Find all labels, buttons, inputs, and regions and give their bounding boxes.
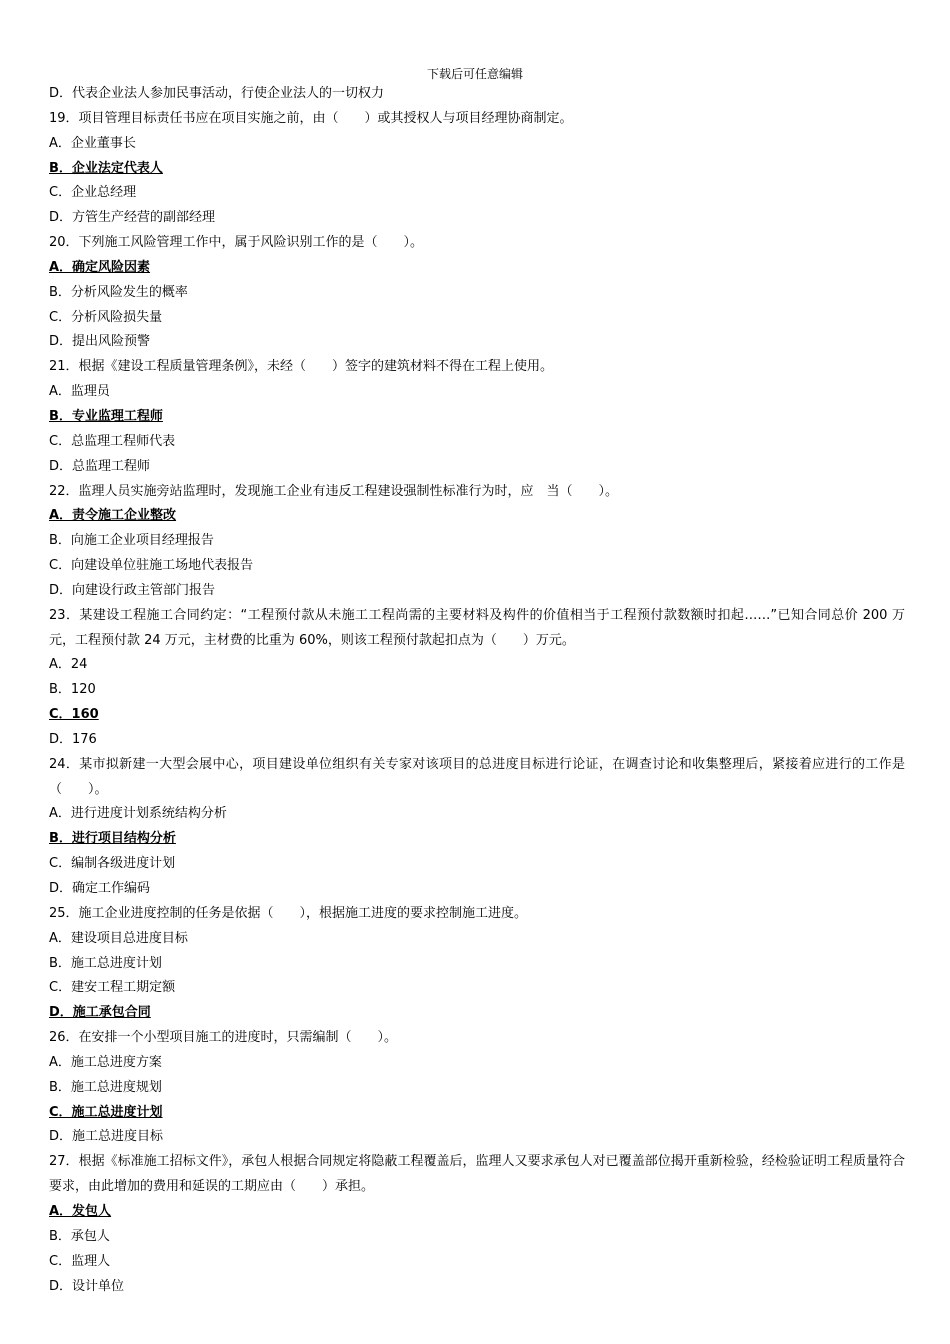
answer-option: C．向建设单位驻施工场地代表报告 (49, 558, 254, 574)
answer-option: D．确定工作编码 (49, 881, 151, 896)
answer-option: D．提出风险预警 (49, 334, 151, 350)
answer-option: B．向施工企业项目经理报告 (49, 533, 214, 549)
answer-option: D．总监理工程师 (49, 458, 151, 474)
answer-option: C．建安工程工期定额 (49, 980, 176, 996)
correct-answer-option: B．企业法定代表人 (49, 160, 163, 176)
correct-answer-option: D．施工承包合同 (49, 1005, 151, 1021)
answer-option: C．编制各级进度计划 (49, 856, 176, 872)
answer-option: B．分析风险发生的概率 (49, 284, 188, 300)
answer-option: D．设计单位 (49, 1278, 125, 1294)
question-stem: 21．根据《建设工程质量管理条例》，未经（ ）签字的建筑材料不得在工程上使用。 (49, 359, 554, 375)
correct-answer-option: B．进行项目结构分析 (49, 831, 176, 847)
answer-option: B．承包人 (49, 1228, 110, 1244)
answer-option: B．120 (49, 682, 96, 698)
question-stem: 22．监理人员实施旁站监理时，发现施工企业有违反工程建设强制性标准行为时，应 当（ ）。 (49, 483, 619, 499)
question-stem: 25．施工企业进度控制的任务是依据（ ），根据施工进度的要求控制施工进度。 (49, 905, 528, 921)
question-stem: 19．项目管理目标责任书应在项目实施之前，由（ ）或其授权人与项目经理协商制定。 (49, 110, 573, 126)
answer-option: D．施工总进度目标 (49, 1129, 164, 1145)
correct-answer-option: B．专业监理工程师 (49, 408, 163, 424)
answer-option: A．施工总进度方案 (49, 1054, 162, 1070)
answer-option: B．施工总进度规划 (49, 1079, 162, 1095)
answer-option: B．施工总进度计划 (49, 955, 162, 971)
correct-answer-option: A．责令施工企业整改 (49, 508, 177, 524)
correct-answer-option: C．施工总进度计划 (49, 1104, 163, 1120)
page-header: 下载后可任意编辑 (426, 67, 523, 81)
answer-option: C．监理人 (49, 1253, 111, 1269)
answer-option: C．企业总经理 (49, 185, 137, 201)
document-body (49, 82, 905, 1299)
question-stem: 20．下列施工风险管理工作中，属于风险识别工作的是（ ）。 (49, 235, 424, 251)
answer-option: A．企业董事长 (49, 135, 136, 151)
question-stem: 27．根据《标准施工招标文件》，承包人根据合同规定将隐蔽工程覆盖后，监理人又要求承包人对已覆盖部位揭开重新检验，经检验证明工程质量符合要求，由此增加的费用和延误的工期应由（ ）承担。 (49, 1154, 905, 1195)
answer-option: A．监理员 (49, 384, 110, 400)
answer-option: D．向建设行政主管部门报告 (49, 582, 216, 598)
correct-answer-option: C．160 (49, 707, 99, 723)
answer-option: D．176 (49, 731, 97, 747)
correct-answer-option: A．发包人 (49, 1203, 112, 1219)
correct-answer-option: A．确定风险因素 (49, 259, 151, 275)
question-stem: 26．在安排一个小型项目施工的进度时，只需编制（ ）。 (49, 1030, 398, 1046)
answer-option: A．进行进度计划系统结构分析 (49, 806, 227, 822)
answer-option: D．方管生产经营的副部经理 (49, 210, 216, 226)
answer-option: A．24 (49, 657, 88, 673)
answer-option: A．建设项目总进度目标 (49, 930, 188, 946)
question-stem: 23．某建设工程施工合同约定：“工程预付款从未施工工程尚需的主要材料及构件的价值相当于工程预付款数额时扣起……”已知合同总价 200 万元，工程预付款 24 万元，主材费的比重为 60%，则该工程预付款起扣点为（ ）万元。 (49, 607, 905, 648)
answer-option: C．总监理工程师代表 (49, 433, 176, 449)
answer-option: C．分析风险损失量 (49, 309, 163, 325)
question-stem: 24．某市拟新建一大型会展中心，项目建设单位组织有关专家对该项目的总进度目标进行论证，在调查讨论和收集整理后，紧接着应进行的工作是（ ）。 (49, 756, 905, 797)
answer-option: D．代表企业法人参加民事活动，行使企业法人的一切权力 (49, 86, 385, 101)
